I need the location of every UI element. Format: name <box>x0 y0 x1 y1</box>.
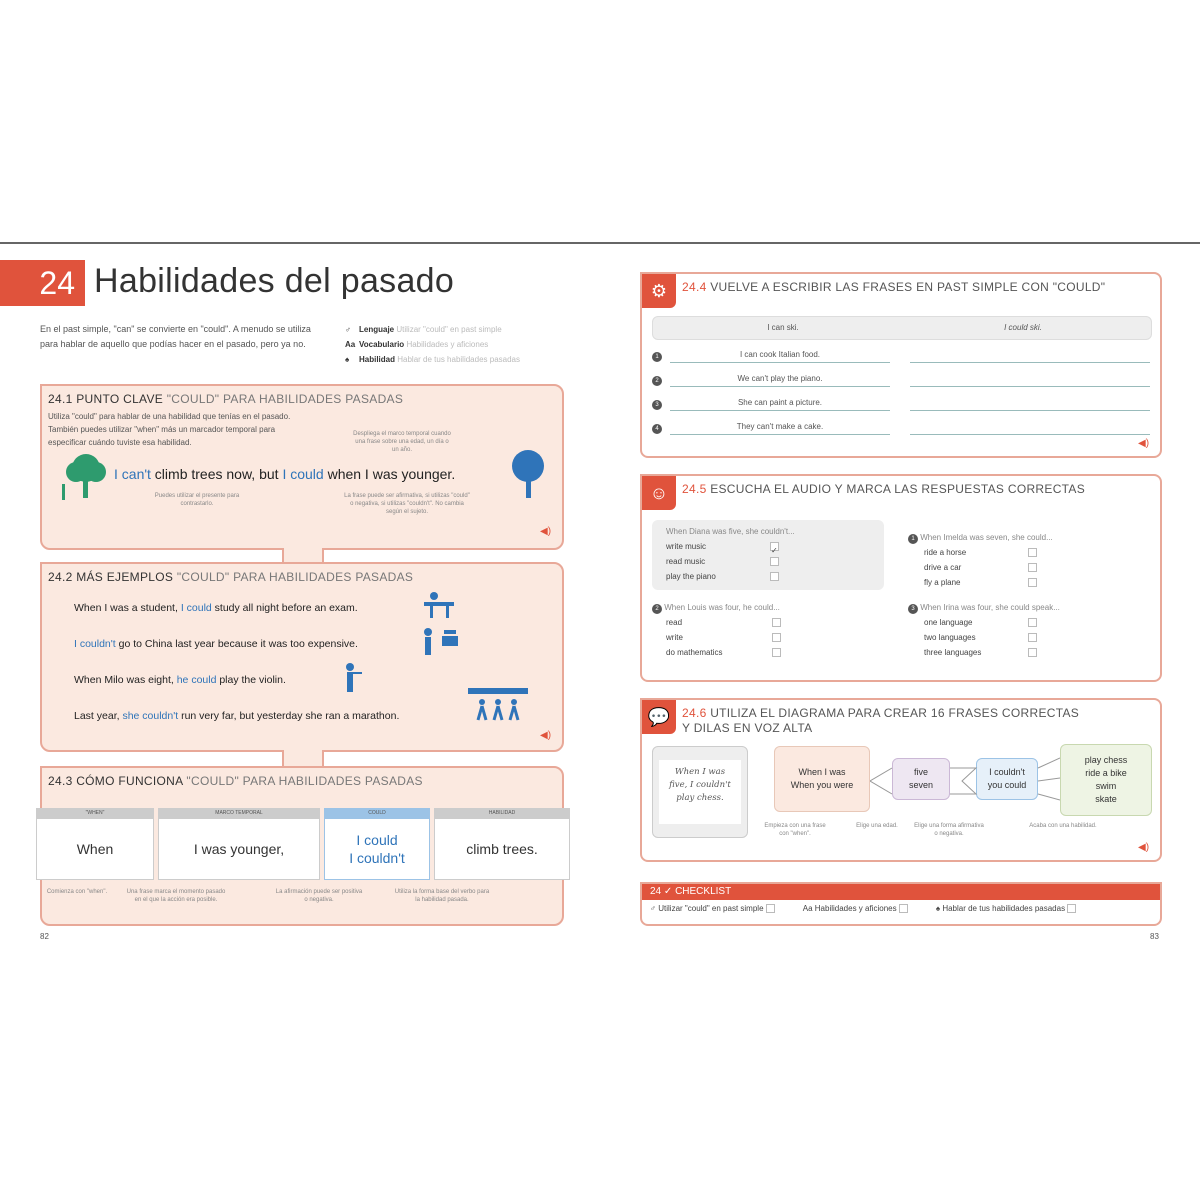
checkbox[interactable] <box>772 648 781 657</box>
puzzle-could <box>324 818 430 880</box>
ex-text: When I was a student, <box>74 602 181 614</box>
checkbox[interactable] <box>1028 648 1037 657</box>
group-2 <box>652 600 892 660</box>
section-number: 24.5 <box>682 482 707 496</box>
checkbox[interactable] <box>772 633 781 642</box>
q-number: 3 <box>908 604 918 614</box>
section-number: 24.4 <box>682 280 707 294</box>
question-4: They can't make a cake. <box>736 422 824 431</box>
legend-label: Vocabulario <box>359 340 405 349</box>
option-text: skate <box>1095 794 1117 804</box>
section-title: MÁS EJEMPLOS <box>76 570 174 584</box>
checklist-number: 24 <box>650 886 662 897</box>
chapter-title: Habilidades del pasado <box>94 262 455 300</box>
legend <box>345 322 520 367</box>
option-row[interactable] <box>908 545 1148 560</box>
key-text: when I was younger. <box>323 466 456 482</box>
option-row[interactable] <box>652 645 892 660</box>
q-number: 1 <box>908 534 918 544</box>
option-label: do mathematics <box>666 648 723 657</box>
example-4 <box>74 710 399 722</box>
group-3 <box>908 600 1158 660</box>
legend-row <box>345 337 520 352</box>
section-title: VUELVE A ESCRIBIR LAS FRASES EN PAST SIMPLE CON "COULD" <box>710 280 1106 294</box>
option-row[interactable] <box>908 630 1158 645</box>
section-title: PUNTO CLAVE <box>76 392 164 406</box>
panel-24-6-title <box>682 706 1079 736</box>
option-row[interactable] <box>908 615 1158 630</box>
example-2 <box>74 638 358 650</box>
when-box <box>774 746 870 812</box>
ex-could: I couldn't <box>74 638 116 650</box>
puzzle-time: I was younger, <box>158 818 320 880</box>
section-title-2: Y DILAS EN VOZ ALTA <box>682 721 813 735</box>
option-text: ride a bike <box>1085 768 1127 778</box>
note-4: Acaba con una habilidad. <box>1029 823 1097 829</box>
skill-icon: ♠ <box>345 355 350 364</box>
example-box <box>652 746 748 838</box>
note-3: La afirmación puede ser positiva o negativa. <box>275 889 363 903</box>
panel-24-5 <box>640 474 1162 682</box>
example-1 <box>74 602 358 614</box>
diagram-connectors <box>870 756 1060 806</box>
ex-could: he could <box>176 674 217 686</box>
option-label: fly a plane <box>924 578 961 587</box>
answer-line[interactable] <box>910 434 1150 435</box>
option-label: read music <box>666 557 706 566</box>
option-row[interactable] <box>666 569 870 584</box>
example-row <box>652 316 1152 340</box>
chapter-number: 24 <box>0 260 85 306</box>
travel-icon <box>420 626 460 658</box>
section-title: CÓMO FUNCIONA <box>76 774 183 788</box>
group-prompt: When Diana was five, she couldn't... <box>666 527 795 536</box>
ex-text: study all night before an exam. <box>211 602 358 614</box>
option-label: read <box>666 618 683 627</box>
section-number: 24.3 <box>48 774 73 788</box>
panel-24-3 <box>40 766 564 926</box>
question-1: I can cook Italian food. <box>739 350 821 359</box>
question-2: We can't play the piano. <box>737 374 823 383</box>
gear-icon: ⚙ <box>642 274 676 308</box>
note-top: Despliega el marco temporal cuando una frase sobre una edad, un día o un año. <box>353 431 451 453</box>
example-answer: I could ski. <box>1004 323 1042 332</box>
option-row[interactable] <box>908 560 1148 575</box>
q-line <box>670 386 890 387</box>
q-line <box>670 434 890 435</box>
panel-24-1-desc: Utiliza "could" para hablar de una habilidad que tenías en el pasado. También puedes utilizar "when" más un marcador temporal para especificar cuándo tuviste esa habilidad. <box>48 412 291 447</box>
checkbox[interactable] <box>770 557 779 566</box>
key-text: climb trees now, but <box>150 466 283 482</box>
question-3: She can paint a picture. <box>737 398 823 407</box>
couldnt-text: I couldn't <box>349 850 405 866</box>
panel-24-2 <box>40 562 564 752</box>
ex-text: play the violin. <box>216 674 286 686</box>
checkbox[interactable] <box>770 572 779 581</box>
option-row[interactable] <box>652 615 892 630</box>
section-title: UTILIZA EL DIAGRAMA PARA CREAR 16 FRASES CORRECTAS <box>710 706 1080 720</box>
note-2: Elige una edad. <box>856 823 898 829</box>
intro-text: En el past simple, "can" se convierte en "could". A menudo se utiliza para hablar de aquello que podías hacer en el pasado, pero ya no. <box>40 324 311 349</box>
example-group <box>652 520 884 590</box>
page-number-left: 82 <box>40 932 49 941</box>
legend-value: Habilidades y aficiones <box>406 340 489 349</box>
panel-24-4 <box>640 272 1162 458</box>
person-icon: ☺ <box>642 476 676 510</box>
q-number: 3 <box>652 400 662 410</box>
legend-value: Utilizar "could" en past simple <box>396 325 502 334</box>
checklist-label: Habilidades y aficiones <box>814 904 897 913</box>
checklist-items <box>642 900 1160 917</box>
checkbox[interactable] <box>1028 563 1037 572</box>
checklist-item[interactable]: ♠ Hablar de tus habilidades pasadas <box>936 904 1076 913</box>
q-line <box>670 410 890 411</box>
checklist-label: Hablar de tus habilidades pasadas <box>942 904 1066 913</box>
answer-line[interactable] <box>910 410 1150 411</box>
ex-text: run very far, but yesterday she ran a marathon. <box>178 710 400 722</box>
tree-climbing-icon <box>508 448 548 500</box>
checkbox[interactable] <box>1028 633 1037 642</box>
group-prompt <box>908 600 1158 615</box>
violin-player-icon <box>338 662 364 694</box>
key-cant: I can't <box>114 466 151 482</box>
panel-24-1 <box>40 384 564 550</box>
option-label: three languages <box>924 648 982 657</box>
ex-text: go to China last year because it was too expensive. <box>115 638 358 650</box>
language-icon: ♂ <box>345 325 351 334</box>
section-number: 24.6 <box>682 706 707 720</box>
section-quote: "COULD" PARA HABILIDADES PASADAS <box>186 774 423 788</box>
tab-could: COULD <box>324 808 430 818</box>
checkbox[interactable] <box>1028 578 1037 587</box>
checklist-header: 24 ✓ CHECKLIST <box>642 884 1160 900</box>
q-number: 2 <box>652 604 662 614</box>
key-could: I could <box>282 466 324 482</box>
answer-line[interactable] <box>910 362 1150 363</box>
checklist <box>640 882 1162 926</box>
audio-icon[interactable]: ◀) <box>1138 438 1150 449</box>
section-title: ESCUCHA EL AUDIO Y MARCA LAS RESPUESTAS CORRECTAS <box>710 482 1086 496</box>
ability-box <box>1060 744 1152 816</box>
example-3 <box>74 674 286 686</box>
marathon-icon <box>468 688 528 724</box>
legend-label: Habilidad <box>359 355 396 364</box>
note-left: Puedes utilizar el presente para contrastarlo. <box>154 493 240 507</box>
option-text: seven <box>908 780 934 790</box>
note-1: Comienza con "when". <box>46 889 108 895</box>
key-sentence <box>114 466 455 482</box>
option-text: When I was <box>798 767 846 777</box>
checkbox[interactable] <box>1028 618 1037 627</box>
checkbox[interactable] <box>772 618 781 627</box>
legend-label: Lenguaje <box>359 325 395 334</box>
tab-time-frame: MARCO TEMPORAL <box>158 808 320 818</box>
page-number-right: 83 <box>1150 932 1159 941</box>
section-quote: "COULD" PARA HABILIDADES PASADAS <box>176 570 414 584</box>
checkbox[interactable] <box>899 904 908 913</box>
legend-value: Hablar de tus habilidades pasadas <box>397 355 520 364</box>
option-row[interactable] <box>666 539 870 554</box>
legend-row <box>345 352 520 367</box>
ex-could: I could <box>180 602 212 614</box>
prompt-text: When Irina was four, she could speak... <box>920 603 1060 612</box>
checkbox[interactable] <box>1028 548 1037 557</box>
checkbox[interactable] <box>1067 904 1076 913</box>
group-1 <box>908 530 1148 590</box>
section-number: 24.2 <box>48 570 73 584</box>
option-label: play the piano <box>666 572 716 581</box>
tree-icon <box>60 450 108 502</box>
note-3: Elige una forma afirmativa o negativa. <box>914 823 984 837</box>
note-4: Utiliza la forma base del verbo para la habilidad pasada. <box>394 889 490 903</box>
option-text: five <box>913 767 928 777</box>
prompt-text: When Louis was four, he could... <box>664 603 780 612</box>
option-text: play chess <box>1084 755 1128 765</box>
book-spread <box>0 242 1200 958</box>
option-label: one language <box>924 618 973 627</box>
group-prompt <box>652 600 892 615</box>
audio-icon[interactable]: ◀) <box>540 730 552 741</box>
speech-bubble-icon: 💬 <box>642 700 676 734</box>
checklist-label: Utilizar "could" en past simple <box>658 904 764 913</box>
checklist-title: CHECKLIST <box>675 886 732 897</box>
section-number: 24.1 <box>48 392 73 406</box>
option-label: drive a car <box>924 563 962 572</box>
puzzle-ability: climb trees. <box>434 818 570 880</box>
panel-24-5-title <box>682 482 1085 496</box>
vocabulary-icon: Aa <box>345 340 356 349</box>
checkbox[interactable] <box>766 904 775 913</box>
panel-24-4-title <box>682 280 1105 294</box>
q-number: 4 <box>652 424 662 434</box>
answer-line[interactable] <box>910 386 1150 387</box>
example-text: When I was five, I couldn't play chess. <box>659 760 741 824</box>
note-right: La frase puede ser afirmativa, si utilizas "could" o negativa, si utilizas "couldn't". No cambia según el sujeto. <box>344 493 470 515</box>
note-2: Una frase marca el momento pasado en el que la acción era posible. <box>126 889 226 903</box>
ex-text: Last year, <box>74 710 123 722</box>
option-row[interactable] <box>666 554 870 569</box>
puzzle-when: When <box>36 818 154 880</box>
option-row[interactable] <box>908 645 1158 660</box>
q-number: 1 <box>652 352 662 362</box>
tab-ability: HABILIDAD <box>434 808 570 818</box>
prompt-text: When Imelda was seven, she could... <box>920 533 1053 542</box>
option-row[interactable] <box>652 630 892 645</box>
note-1: Empieza con una frase con "when". <box>764 823 826 837</box>
panel-24-3-title <box>48 774 423 788</box>
checklist-item[interactable]: Aa Habilidades y aficiones <box>803 904 908 913</box>
ex-text: When Milo was eight, <box>74 674 177 686</box>
ex-could: she couldn't <box>122 710 179 722</box>
checklist-item[interactable]: ♂ Utilizar "could" en past simple <box>650 904 775 913</box>
could-text: I could <box>356 832 398 848</box>
option-text: swim <box>1095 781 1117 791</box>
audio-icon[interactable]: ◀) <box>540 526 552 537</box>
audio-icon[interactable]: ◀) <box>1138 842 1150 853</box>
group-prompt <box>908 530 1148 545</box>
option-label: two languages <box>924 633 976 642</box>
option-text: you could <box>987 780 1027 790</box>
option-label: write music <box>666 542 707 551</box>
panel-24-1-title <box>48 392 403 406</box>
option-label: write <box>666 633 683 642</box>
panel-24-2-title <box>48 570 413 584</box>
q-number: 2 <box>652 376 662 386</box>
q-line <box>670 362 890 363</box>
option-text: When you were <box>790 780 854 790</box>
section-quote: "COULD" PARA HABILIDADES PASADAS <box>166 392 404 406</box>
panel-24-6 <box>640 698 1162 862</box>
tab-when: "WHEN" <box>36 808 154 818</box>
option-label: ride a horse <box>924 548 967 557</box>
student-desk-icon <box>422 590 458 620</box>
legend-row <box>345 322 520 337</box>
option-row[interactable] <box>908 575 1148 590</box>
example-question: I can ski. <box>767 323 799 332</box>
checkbox-checked[interactable]: ✓ <box>770 542 779 551</box>
option-text: I couldn't <box>989 767 1025 777</box>
